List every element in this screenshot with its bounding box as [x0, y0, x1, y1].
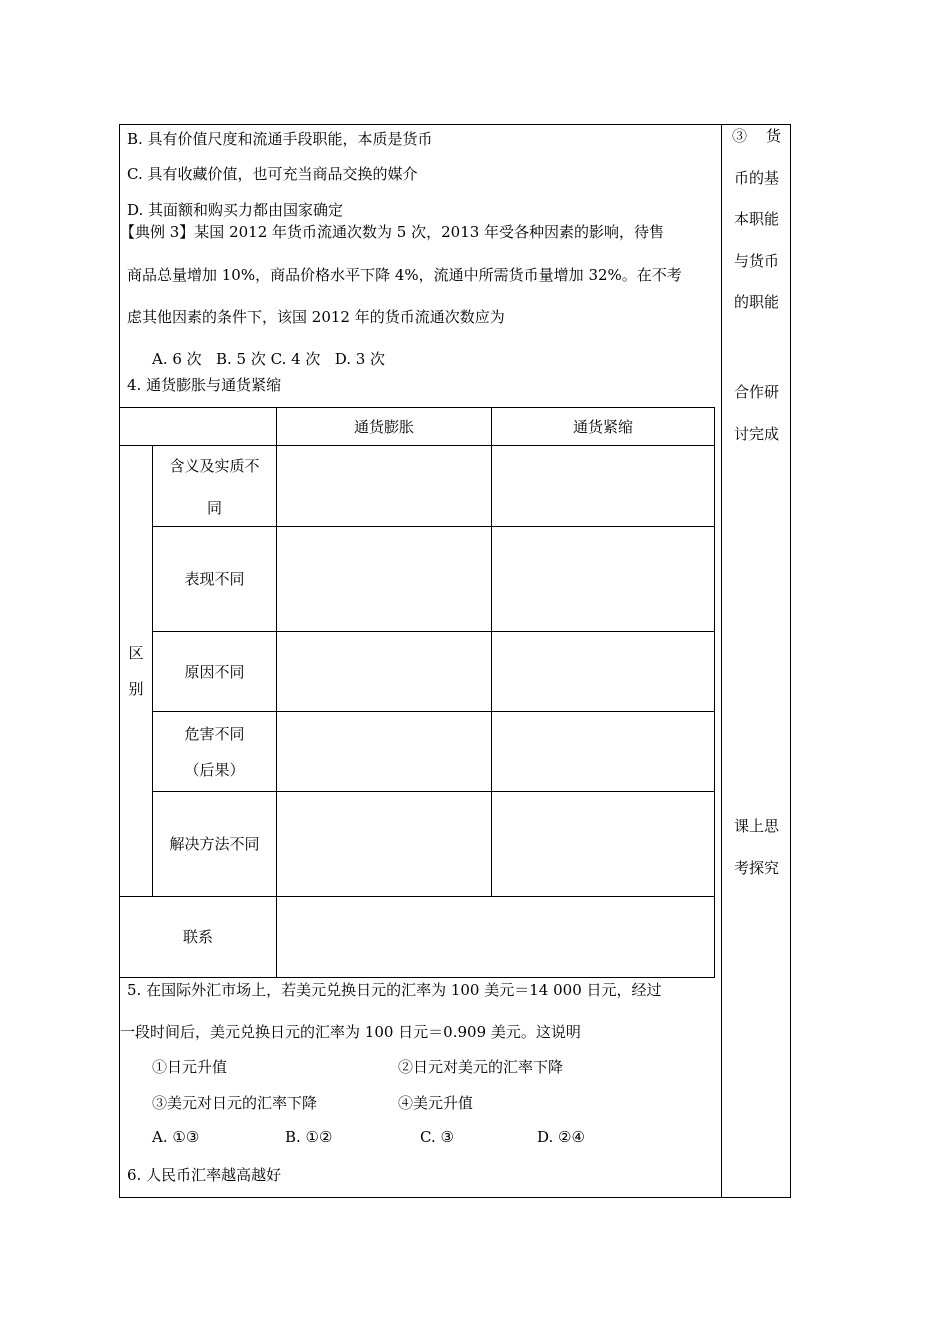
- difference-group-label: [120, 446, 153, 897]
- sidebar-note1-line4: 与货币: [733, 251, 779, 270]
- question5-line1: 5. 在国际外汇市场上，若美元兑换日元的汇率为 100 美元＝14 000 日元，经过: [127, 981, 662, 999]
- question5-option-c: C. ③: [420, 1128, 454, 1146]
- row-solution-label: 解决方法不同: [153, 792, 277, 897]
- row-symptom-deflation-cell: [492, 527, 715, 632]
- group-label-char-1: 区: [128, 644, 144, 662]
- row-harm-label-line2: （后果）: [184, 760, 245, 779]
- row-cause-inflation-cell: [277, 632, 492, 712]
- row-meaning-label: [153, 446, 277, 527]
- row-solution-inflation-cell: [277, 792, 492, 897]
- row-solution-deflation-cell: [492, 792, 715, 897]
- sidebar-note1-line3: 本职能: [733, 210, 779, 228]
- question5-option-b: B. ①②: [285, 1128, 333, 1146]
- sidebar-note2-line1: 合作研: [733, 383, 779, 401]
- sidebar-note-class-thinking: [722, 806, 791, 889]
- row-relation-cell: [277, 897, 715, 978]
- sidebar-note2-line2: 讨完成: [733, 424, 779, 443]
- row-meaning-label-line1: 含义及实质不: [169, 457, 260, 475]
- row-symptom-label: 表现不同: [153, 527, 277, 632]
- example3-line2: 商品总量增加 10%，商品价格水平下降 4%，流通中所需货币量增加 32%。在不考: [127, 266, 682, 284]
- row-relation-label: 联系: [120, 897, 277, 978]
- row-cause-deflation-cell: [492, 632, 715, 712]
- row-meaning-deflation-cell: [492, 446, 715, 527]
- header-deflation: 通货紧缩: [492, 408, 715, 446]
- question5-item1: ①日元升值: [152, 1058, 228, 1076]
- option-b: B. 具有价值尺度和流通手段职能，本质是货币: [127, 130, 433, 148]
- header-inflation: 通货膨胀: [277, 408, 492, 446]
- question5-item4: ④美元升值: [398, 1094, 474, 1112]
- sidebar-note3-line1: 课上思: [733, 817, 779, 835]
- sidebar-note1-line1: ③ 货: [731, 127, 782, 145]
- sidebar-note-money-functions: [722, 116, 791, 324]
- option-d: D. 其面额和购买力都由国家确定: [127, 201, 344, 219]
- row-symptom-inflation-cell: [277, 527, 492, 632]
- sidebar-note-cooperation: [722, 372, 791, 455]
- question5-option-d: D. ②④: [537, 1128, 585, 1146]
- row-harm-label: [153, 712, 277, 792]
- question5-item3: ③美元对日元的汇率下降: [152, 1094, 318, 1112]
- section4-heading: 4. 通货膨胀与通货紧缩: [127, 376, 282, 394]
- row-harm-deflation-cell: [492, 712, 715, 792]
- sidebar-note1-line2: 币的基: [733, 168, 779, 187]
- row-harm-label-line1: 危害不同: [184, 724, 245, 743]
- example3-options: A. 6 次 B. 5 次 C. 4 次 D. 3 次: [152, 350, 386, 368]
- header-empty-cell: [120, 408, 277, 446]
- row-meaning-label-line2: 同: [206, 499, 222, 517]
- inflation-deflation-table: [119, 407, 715, 978]
- question5-item2: ②日元对美元的汇率下降: [398, 1058, 564, 1076]
- option-c: C. 具有收藏价值，也可充当商品交换的媒介: [127, 165, 418, 183]
- question6: 6. 人民币汇率越高越好: [127, 1166, 282, 1184]
- example3-line1: 【典例 3】某国 2012 年货币流通次数为 5 次，2013 年受各种因素的影响，待售: [120, 223, 665, 241]
- question5-option-a: A. ①③: [152, 1128, 200, 1146]
- row-cause-label: 原因不同: [153, 632, 277, 712]
- sidebar-note3-line2: 考探究: [733, 858, 779, 877]
- question5-line2: 一段时间后，美元兑换日元的汇率为 100 日元＝0.909 美元。这说明: [120, 1023, 581, 1041]
- sidebar-note1-line5: 的职能: [733, 293, 779, 311]
- group-label-char-2: 别: [128, 680, 144, 698]
- example3-line3: 虑其他因素的条件下，该国 2012 年的货币流通次数应为: [127, 308, 505, 326]
- row-harm-inflation-cell: [277, 712, 492, 792]
- row-meaning-inflation-cell: [277, 446, 492, 527]
